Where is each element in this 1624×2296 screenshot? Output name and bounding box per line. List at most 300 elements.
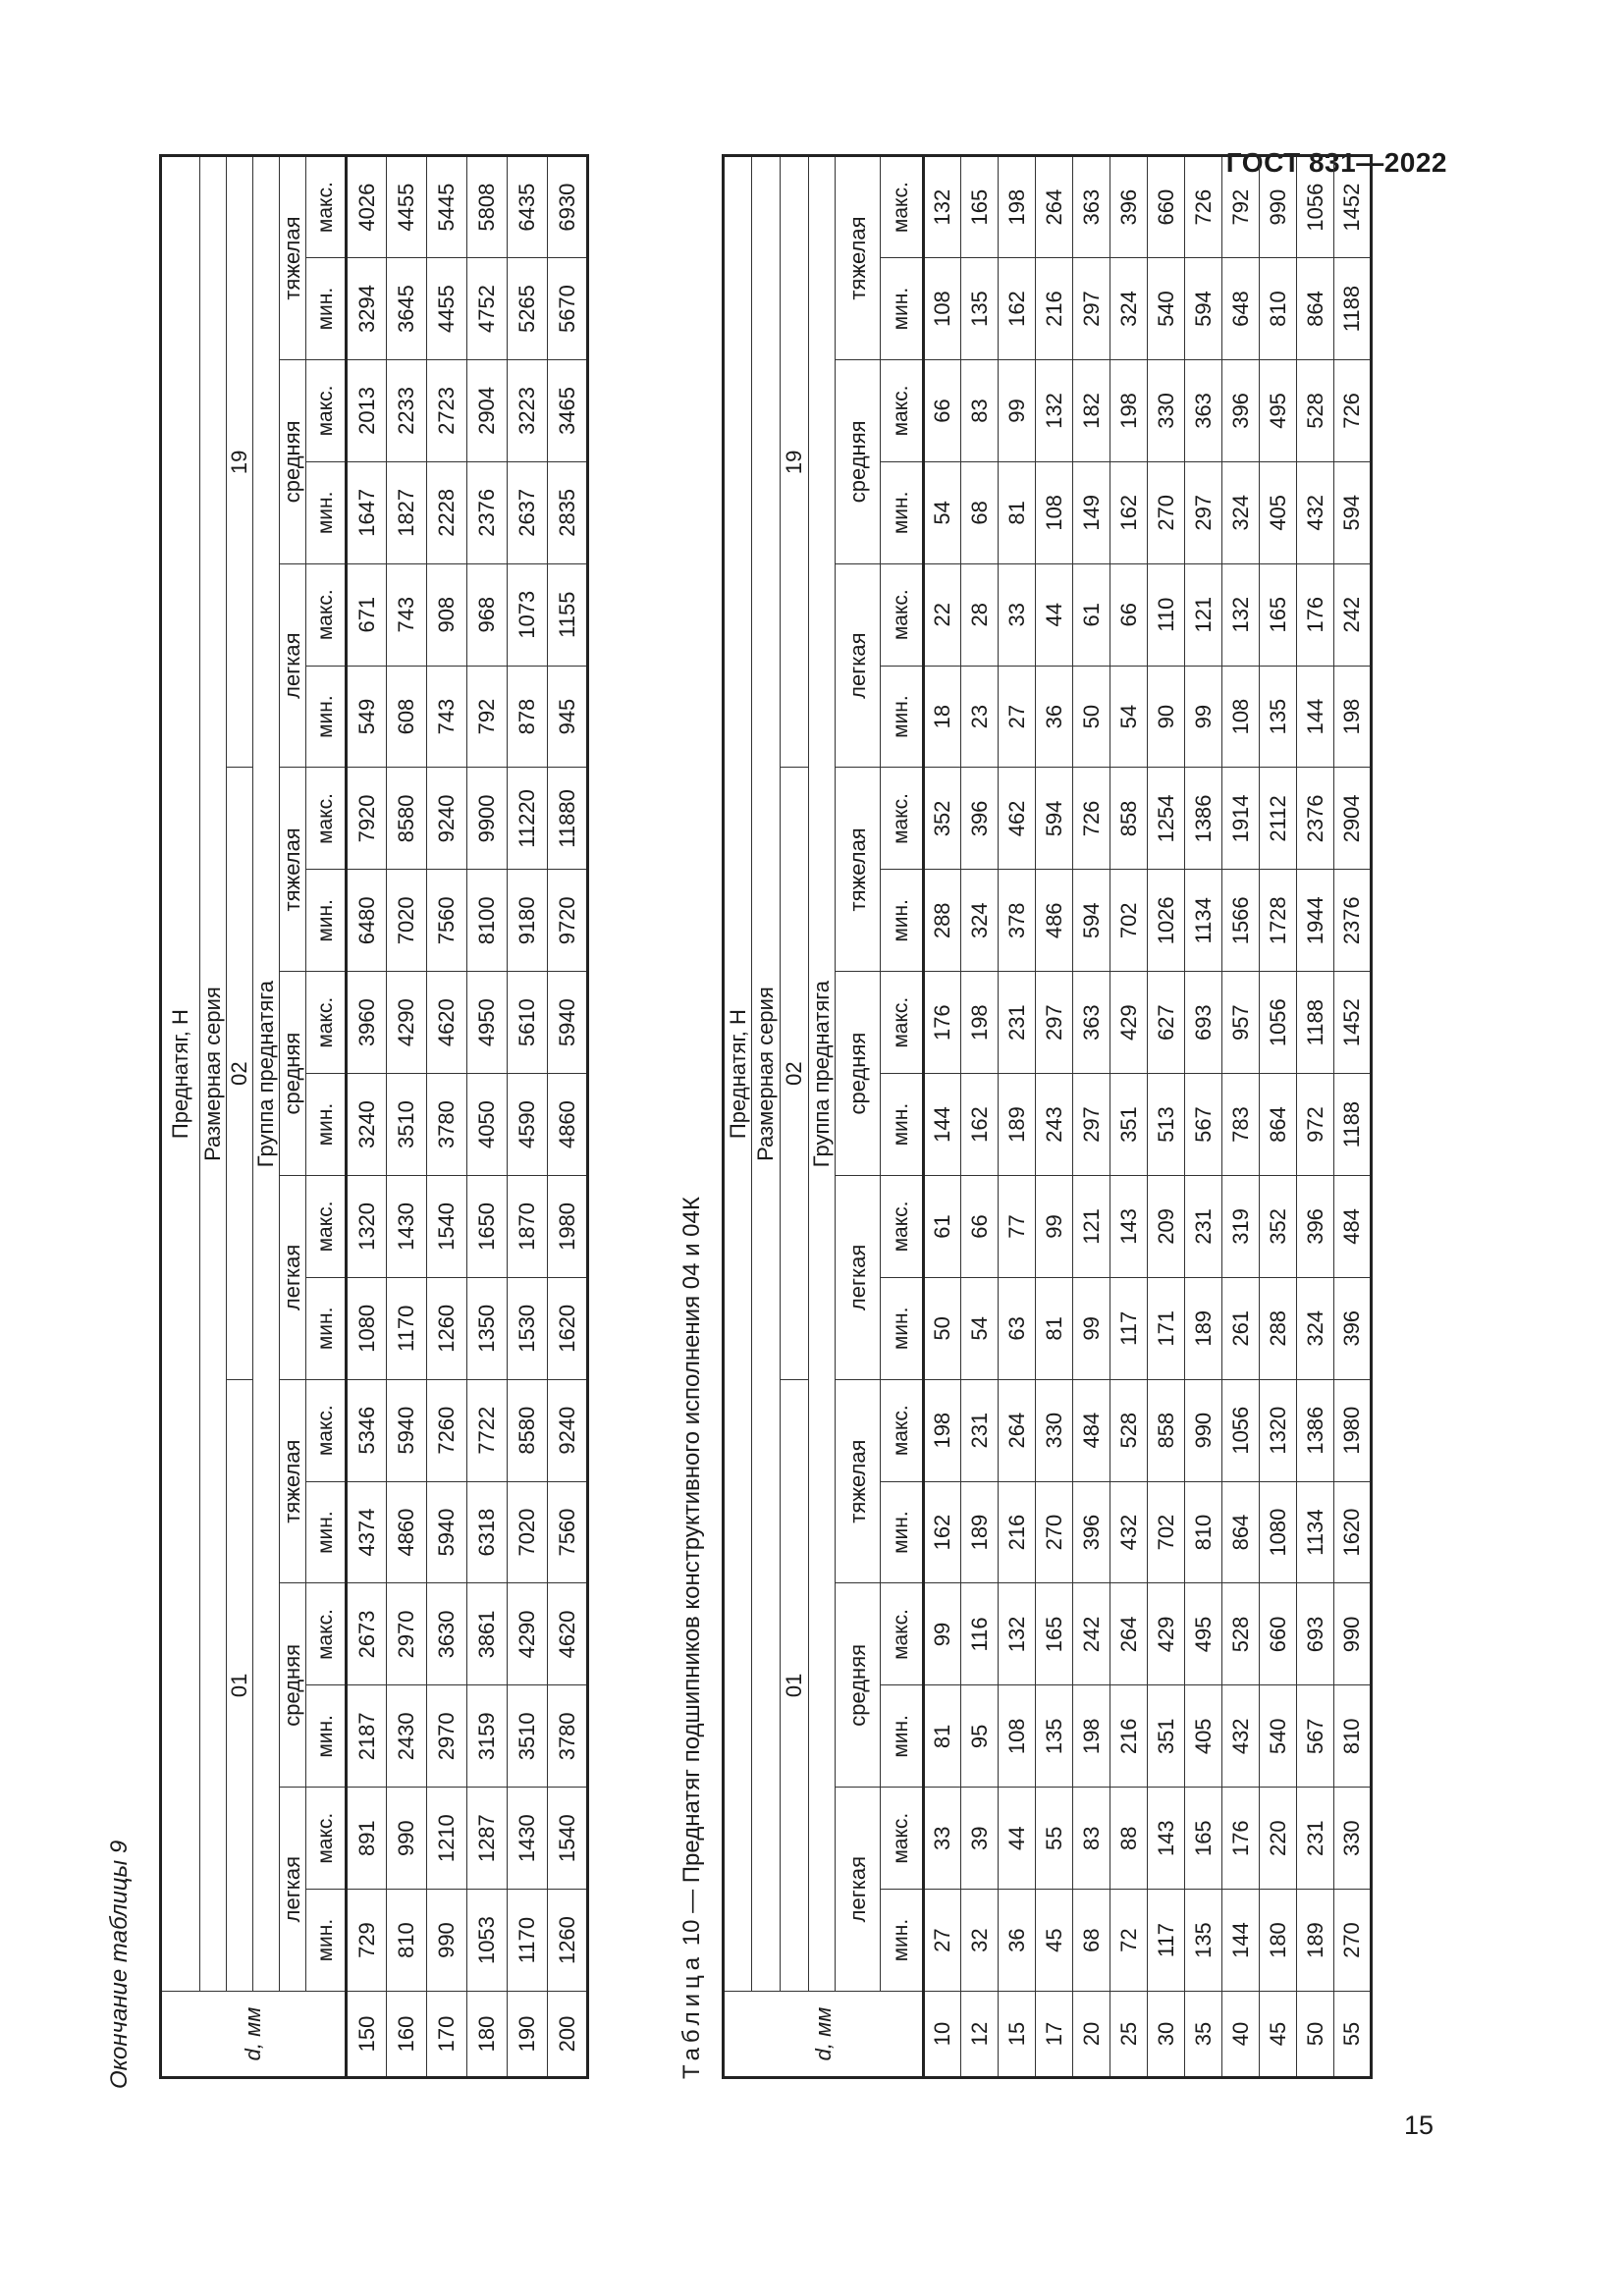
- table-cell: 5445: [427, 156, 467, 258]
- size-series-header: Размерная серия: [200, 156, 227, 1992]
- table-cell: 3960: [347, 972, 387, 1074]
- table-cell: 68: [1073, 1890, 1110, 1992]
- table-cell: 116: [961, 1583, 999, 1685]
- table-cell: 189: [1297, 1890, 1334, 1992]
- table-cell: 117: [1148, 1890, 1185, 1992]
- table-cell: 567: [1297, 1685, 1334, 1788]
- table-cell: 594: [1073, 870, 1110, 972]
- table-cell: 2904: [467, 360, 508, 462]
- table-cell: 3645: [387, 258, 427, 360]
- table-cell: 132: [1222, 563, 1260, 666]
- table-cell: 117: [1110, 1277, 1148, 1379]
- table-cell: 1287: [467, 1788, 508, 1890]
- table-cell: 1386: [1297, 1379, 1334, 1481]
- table-cell: 1073: [508, 563, 548, 666]
- table-cell: 81: [924, 1685, 961, 1788]
- table-cell: 4290: [508, 1583, 548, 1685]
- min-header: мин.: [306, 870, 347, 972]
- table-cell: 3510: [387, 1074, 427, 1176]
- table10-grid: [722, 154, 1373, 2079]
- table-cell: 1080: [1260, 1481, 1297, 1583]
- group-header-s02-medium: средняя: [280, 972, 306, 1176]
- table-cell: 90: [1148, 666, 1185, 768]
- table-cell: 7020: [508, 1481, 548, 1583]
- group-header-s19-medium: средняя: [836, 360, 881, 564]
- table10-caption: [678, 1197, 706, 2079]
- table-row: [427, 156, 467, 2078]
- table-cell: 1170: [508, 1890, 548, 1992]
- table-cell: 27: [924, 1890, 961, 1992]
- table-cell: 135: [1036, 1685, 1073, 1788]
- table-cell: 7020: [387, 870, 427, 972]
- table-row: [1260, 156, 1297, 2078]
- table-cell: 198: [1334, 666, 1372, 768]
- min-header: мин.: [306, 258, 347, 360]
- table-cell: 198: [924, 1379, 961, 1481]
- table-cell: 99: [999, 360, 1036, 462]
- max-header: макс.: [306, 563, 347, 666]
- table-cell: 990: [387, 1788, 427, 1890]
- table-cell: 702: [1148, 1481, 1185, 1583]
- table-cell: 972: [1297, 1074, 1334, 1176]
- table-cell: 6930: [548, 156, 588, 258]
- table-cell: 864: [1222, 1481, 1260, 1583]
- table-cell: 165: [1036, 1583, 1073, 1685]
- max-header: макс.: [306, 360, 347, 462]
- table-cell: 9720: [548, 870, 588, 972]
- min-header: мин.: [306, 1685, 347, 1788]
- table-cell: 39: [961, 1788, 999, 1890]
- d-header: d, мм: [161, 1992, 347, 2078]
- table-cell: 50: [1073, 666, 1110, 768]
- table-cell: 165: [961, 156, 999, 258]
- d-value: 20: [1073, 1992, 1110, 2078]
- d-value: 30: [1148, 1992, 1185, 2078]
- table-cell: 1980: [548, 1176, 588, 1278]
- series-header-s19: 19: [227, 156, 253, 768]
- table-cell: 216: [1110, 1685, 1148, 1788]
- max-header: макс.: [881, 1176, 924, 1278]
- table-cell: 108: [1036, 461, 1073, 563]
- table-cell: 1386: [1185, 768, 1222, 870]
- table-cell: 108: [999, 1685, 1036, 1788]
- table-cell: 81: [1036, 1277, 1073, 1379]
- table-cell: 324: [961, 870, 999, 972]
- d-value: 55: [1334, 1992, 1372, 2078]
- preload-group-header: Группа преднатяга: [809, 156, 836, 1992]
- table-cell: 8100: [467, 870, 508, 972]
- table-cell: 3510: [508, 1685, 548, 1788]
- table-cell: 5610: [508, 972, 548, 1074]
- table-cell: 513: [1148, 1074, 1185, 1176]
- table-cell: 198: [999, 156, 1036, 258]
- table-row: [548, 156, 588, 2078]
- table-cell: 54: [924, 461, 961, 563]
- table-cell: 23: [961, 666, 999, 768]
- table-cell: 22: [924, 563, 961, 666]
- table-cell: 3294: [347, 258, 387, 360]
- max-header: макс.: [881, 768, 924, 870]
- min-header: мин.: [881, 1890, 924, 1992]
- table-cell: 1188: [1297, 972, 1334, 1074]
- table-cell: 243: [1036, 1074, 1073, 1176]
- d-value: 170: [427, 1992, 467, 2078]
- table-cell: 484: [1334, 1176, 1372, 1278]
- min-header: мин.: [881, 1074, 924, 1176]
- table-cell: 4950: [467, 972, 508, 1074]
- table-cell: 1254: [1148, 768, 1185, 870]
- table-cell: 135: [961, 258, 999, 360]
- table-cell: 405: [1185, 1685, 1222, 1788]
- d-value: 35: [1185, 1992, 1222, 2078]
- table-cell: 1540: [548, 1788, 588, 1890]
- table-cell: 4026: [347, 156, 387, 258]
- table-cell: 990: [1334, 1583, 1372, 1685]
- table-cell: 648: [1222, 258, 1260, 360]
- table-cell: 2723: [427, 360, 467, 462]
- table-cell: 324: [1297, 1277, 1334, 1379]
- table-cell: 1870: [508, 1176, 548, 1278]
- table-cell: 1188: [1334, 258, 1372, 360]
- table-cell: 3465: [548, 360, 588, 462]
- max-header: макс.: [881, 1379, 924, 1481]
- table-cell: 1452: [1334, 972, 1372, 1074]
- table-row: [999, 156, 1036, 2078]
- table-cell: 1566: [1222, 870, 1260, 972]
- table-cell: 68: [961, 461, 999, 563]
- d-value: 45: [1260, 1992, 1297, 2078]
- table-cell: 2673: [347, 1583, 387, 1685]
- table-cell: 5808: [467, 156, 508, 258]
- d-value: 180: [467, 1992, 508, 2078]
- series-header-s01: 01: [227, 1379, 253, 1991]
- table-cell: 176: [1222, 1788, 1260, 1890]
- table-cell: 144: [1297, 666, 1334, 768]
- d-value: 40: [1222, 1992, 1260, 2078]
- table-cell: 330: [1036, 1379, 1073, 1481]
- table-cell: 484: [1073, 1379, 1110, 1481]
- table-cell: 726: [1334, 360, 1372, 462]
- table-row: [1110, 156, 1148, 2078]
- table-cell: 4620: [427, 972, 467, 1074]
- max-header: макс.: [881, 972, 924, 1074]
- table-cell: 144: [924, 1074, 961, 1176]
- table-cell: 5670: [548, 258, 588, 360]
- table-cell: 330: [1148, 360, 1185, 462]
- table-cell: 54: [1110, 666, 1148, 768]
- table-cell: 671: [347, 563, 387, 666]
- table-cell: 121: [1185, 563, 1222, 666]
- table-cell: 726: [1185, 156, 1222, 258]
- table-cell: 108: [1222, 666, 1260, 768]
- table-cell: 396: [1110, 156, 1148, 258]
- table-cell: 968: [467, 563, 508, 666]
- table-cell: 108: [924, 258, 961, 360]
- group-header-s02-medium: средняя: [836, 972, 881, 1176]
- table-cell: 45: [1036, 1890, 1073, 1992]
- table-cell: 363: [1185, 360, 1222, 462]
- table-cell: 144: [1222, 1890, 1260, 1992]
- table-cell: 99: [924, 1583, 961, 1685]
- table-cell: 4050: [467, 1074, 508, 1176]
- table-cell: 432: [1297, 461, 1334, 563]
- table-cell: 242: [1073, 1583, 1110, 1685]
- table-cell: 792: [467, 666, 508, 768]
- table-cell: 1170: [387, 1277, 427, 1379]
- table-cell: 1026: [1148, 870, 1185, 972]
- table-cell: 189: [961, 1481, 999, 1583]
- table-cell: 1320: [347, 1176, 387, 1278]
- min-header: мин.: [881, 1277, 924, 1379]
- d-value: 150: [347, 1992, 387, 2078]
- table-cell: 36: [999, 1890, 1036, 1992]
- d-value: 17: [1036, 1992, 1073, 2078]
- table-cell: 1053: [467, 1890, 508, 1992]
- table10-caption-label: Таблица: [678, 1951, 705, 2079]
- table-cell: 396: [1297, 1176, 1334, 1278]
- table-cell: 50: [924, 1277, 961, 1379]
- table-cell: 4455: [427, 258, 467, 360]
- table-cell: 270: [1334, 1890, 1372, 1992]
- table-row: [961, 156, 999, 2078]
- table-cell: 908: [427, 563, 467, 666]
- table-cell: 351: [1110, 1074, 1148, 1176]
- group-header-s02-heavy: тяжелая: [836, 768, 881, 972]
- table-cell: 432: [1110, 1481, 1148, 1583]
- table-cell: 1155: [548, 563, 588, 666]
- d-value: 50: [1297, 1992, 1334, 2078]
- table-cell: 660: [1148, 156, 1185, 258]
- group-header-s01-medium: средняя: [280, 1583, 306, 1788]
- table-cell: 198: [1110, 360, 1148, 462]
- table-cell: 132: [924, 156, 961, 258]
- table-cell: 792: [1222, 156, 1260, 258]
- table-cell: 567: [1185, 1074, 1222, 1176]
- table-cell: 3861: [467, 1583, 508, 1685]
- table-cell: 7560: [427, 870, 467, 972]
- table-cell: 9240: [548, 1379, 588, 1481]
- min-header: мин.: [881, 461, 924, 563]
- series-header-s02: 02: [227, 768, 253, 1379]
- table-cell: 135: [1260, 666, 1297, 768]
- table-cell: 264: [1036, 156, 1073, 258]
- table-cell: 297: [1073, 258, 1110, 360]
- table-cell: 66: [961, 1176, 999, 1278]
- table-cell: 7722: [467, 1379, 508, 1481]
- table-cell: 594: [1334, 461, 1372, 563]
- table-cell: 594: [1036, 768, 1073, 870]
- d-value: 10: [924, 1992, 961, 2078]
- table-cell: 220: [1260, 1788, 1297, 1890]
- table-cell: 8580: [508, 1379, 548, 1481]
- table-cell: 110: [1148, 563, 1185, 666]
- table-cell: 864: [1260, 1074, 1297, 1176]
- table-cell: 660: [1260, 1583, 1297, 1685]
- table-cell: 6318: [467, 1481, 508, 1583]
- table-cell: 165: [1185, 1788, 1222, 1890]
- min-header: мин.: [881, 666, 924, 768]
- table-cell: 72: [1110, 1890, 1148, 1992]
- standard-header: ГОСТ 831—2022: [1225, 147, 1447, 178]
- table-row: [467, 156, 508, 2078]
- max-header: макс.: [881, 360, 924, 462]
- table-cell: 396: [961, 768, 999, 870]
- table-cell: 1056: [1222, 1379, 1260, 1481]
- table-cell: 61: [1073, 563, 1110, 666]
- table-cell: 165: [1260, 563, 1297, 666]
- table-cell: 324: [1222, 461, 1260, 563]
- table-cell: 27: [999, 666, 1036, 768]
- table-cell: 1430: [387, 1176, 427, 1278]
- table-cell: 231: [1297, 1788, 1334, 1890]
- table-cell: 63: [999, 1277, 1036, 1379]
- table-cell: 28: [961, 563, 999, 666]
- table-cell: 288: [1260, 1277, 1297, 1379]
- group-header-s19-heavy: тяжелая: [280, 156, 306, 360]
- table-cell: 858: [1110, 768, 1148, 870]
- max-header: макс.: [306, 156, 347, 258]
- table-cell: 189: [999, 1074, 1036, 1176]
- table-cell: 352: [1260, 1176, 1297, 1278]
- table-cell: 4290: [387, 972, 427, 1074]
- table-cell: 1134: [1297, 1481, 1334, 1583]
- table-row: [1334, 156, 1372, 2078]
- table-cell: 864: [1297, 258, 1334, 360]
- table-cell: 3159: [467, 1685, 508, 1788]
- table-cell: 135: [1185, 1890, 1222, 1992]
- table-cell: 297: [1073, 1074, 1110, 1176]
- table-cell: 990: [1260, 156, 1297, 258]
- table-cell: 209: [1148, 1176, 1185, 1278]
- table-cell: 9900: [467, 768, 508, 870]
- table-cell: 1452: [1334, 156, 1372, 258]
- table-cell: 198: [1073, 1685, 1110, 1788]
- table-cell: 1056: [1260, 972, 1297, 1074]
- table-cell: 1827: [387, 461, 427, 563]
- table-cell: 4752: [467, 258, 508, 360]
- table-cell: 9240: [427, 768, 467, 870]
- max-header: макс.: [306, 1583, 347, 1685]
- table-cell: 1647: [347, 461, 387, 563]
- table-cell: 330: [1334, 1788, 1372, 1890]
- table-cell: 396: [1334, 1277, 1372, 1379]
- table-cell: 162: [999, 258, 1036, 360]
- table-cell: 743: [427, 666, 467, 768]
- table-cell: 729: [347, 1890, 387, 1992]
- table-cell: 5265: [508, 258, 548, 360]
- table-cell: 2376: [1334, 870, 1372, 972]
- table-cell: 189: [1185, 1277, 1222, 1379]
- table-cell: 891: [347, 1788, 387, 1890]
- table-cell: 32: [961, 1890, 999, 1992]
- table-cell: 743: [387, 563, 427, 666]
- table-cell: 297: [1036, 972, 1073, 1074]
- max-header: макс.: [306, 972, 347, 1074]
- table-cell: 594: [1185, 258, 1222, 360]
- table-cell: 319: [1222, 1176, 1260, 1278]
- min-header: мин.: [881, 870, 924, 972]
- max-header: макс.: [306, 1379, 347, 1481]
- table-row: [1185, 156, 1222, 2078]
- table-cell: 1260: [427, 1277, 467, 1379]
- table-cell: 83: [961, 360, 999, 462]
- table-cell: 1944: [1297, 870, 1334, 972]
- d-value: 15: [999, 1992, 1036, 2078]
- table-cell: 88: [1110, 1788, 1148, 1890]
- min-header: мин.: [306, 666, 347, 768]
- preload-header: Преднатяг, Н: [161, 156, 200, 1992]
- table-cell: 83: [1073, 1788, 1110, 1890]
- table-cell: 66: [1110, 563, 1148, 666]
- table-cell: 231: [999, 972, 1036, 1074]
- table-cell: 540: [1260, 1685, 1297, 1788]
- min-header: мин.: [881, 1481, 924, 1583]
- group-header-s01-heavy: тяжелая: [280, 1379, 306, 1583]
- table-cell: 3630: [427, 1583, 467, 1685]
- table-cell: 231: [1185, 1176, 1222, 1278]
- table-cell: 1620: [548, 1277, 588, 1379]
- table9-end: [159, 154, 589, 2079]
- table-cell: 132: [999, 1583, 1036, 1685]
- table-row: [1297, 156, 1334, 2078]
- table-cell: 9180: [508, 870, 548, 972]
- d-value: 25: [1110, 1992, 1148, 2078]
- table-row: [1036, 156, 1073, 2078]
- table-cell: 495: [1185, 1583, 1222, 1685]
- table-cell: 33: [999, 563, 1036, 666]
- table-cell: 36: [1036, 666, 1073, 768]
- min-header: мин.: [306, 461, 347, 563]
- table-cell: 99: [1036, 1176, 1073, 1278]
- table-cell: 528: [1297, 360, 1334, 462]
- table-cell: 288: [924, 870, 961, 972]
- d-value: 12: [961, 1992, 999, 2078]
- table-cell: 1188: [1334, 1074, 1372, 1176]
- table-cell: 54: [961, 1277, 999, 1379]
- table-cell: 5940: [427, 1481, 467, 1583]
- table10-caption-text: 10 — Преднатяг подшипников конструктивного исполнения 04 и 04К: [678, 1197, 705, 1947]
- table-cell: 462: [999, 768, 1036, 870]
- table-cell: 2637: [508, 461, 548, 563]
- table-cell: 3240: [347, 1074, 387, 1176]
- group-header-s01-heavy: тяжелая: [836, 1379, 881, 1583]
- d-value: 160: [387, 1992, 427, 2078]
- table-cell: 297: [1185, 461, 1222, 563]
- table-cell: 7260: [427, 1379, 467, 1481]
- table-cell: 363: [1073, 156, 1110, 258]
- table-cell: 2430: [387, 1685, 427, 1788]
- table-cell: 182: [1073, 360, 1110, 462]
- table-cell: 810: [387, 1890, 427, 1992]
- table-cell: 1210: [427, 1788, 467, 1890]
- preload-group-header: Группа преднатяга: [253, 156, 280, 1992]
- table-cell: 270: [1036, 1481, 1073, 1583]
- table-cell: 2228: [427, 461, 467, 563]
- table-cell: 4374: [347, 1481, 387, 1583]
- max-header: макс.: [306, 768, 347, 870]
- table-cell: 264: [999, 1379, 1036, 1481]
- table-cell: 11220: [508, 768, 548, 870]
- d-value: 200: [548, 1992, 588, 2078]
- table-cell: 2904: [1334, 768, 1372, 870]
- max-header: макс.: [881, 1788, 924, 1890]
- min-header: мин.: [881, 1685, 924, 1788]
- table-cell: 1056: [1297, 156, 1334, 258]
- table-cell: 66: [924, 360, 961, 462]
- table-cell: 261: [1222, 1277, 1260, 1379]
- group-header-s01-light: легкая: [836, 1788, 881, 1992]
- table-cell: 18: [924, 666, 961, 768]
